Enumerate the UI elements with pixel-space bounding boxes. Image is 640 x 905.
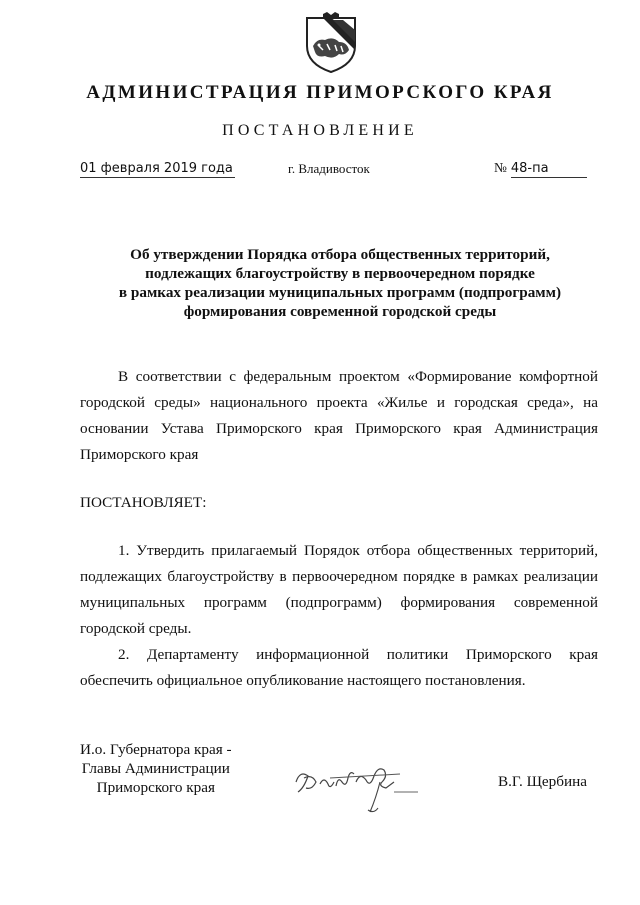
- signatory-position: [80, 740, 232, 797]
- document-title: [80, 245, 600, 321]
- coat-of-arms-icon: [303, 12, 359, 74]
- item-2-text: 2. Департаменту информационной политики Приморского края обеспечить официальное опубликование настоящего постановления.: [80, 646, 598, 689]
- number-prefix: №: [494, 160, 507, 175]
- resolve-heading: ПОСТАНОВЛЯЕТ:: [80, 494, 207, 511]
- preamble-paragraph: [80, 364, 598, 468]
- title-line: формирования современной городской среды: [183, 303, 497, 320]
- item-2-paragraph: [80, 642, 598, 694]
- title-line: подлежащих благоустройству в первоочередном порядке: [145, 265, 535, 282]
- position-line: И.о. Губернатора края -: [80, 741, 232, 758]
- document-date: [80, 160, 235, 176]
- title-line: в рамках реализации муниципальных программ (подпрограмм): [118, 284, 562, 301]
- signatory-name: В.Г. Щербина: [498, 773, 587, 790]
- date-value: 01 февраля 2019 года: [80, 161, 233, 176]
- document-type: ПОСТАНОВЛЕНИЕ: [222, 122, 418, 139]
- item-1-paragraph: [80, 538, 598, 642]
- item-1-text: 1. Утвердить прилагаемый Порядок отбора общественных территорий, подлежащих благоустройству в первоочередном порядке в рамках реализации муниципальных программ (подпрограмм) формирования современной городской среды.: [80, 542, 598, 637]
- document-city: г. Владивосток: [288, 161, 370, 176]
- organization-name: АДМИНИСТРАЦИЯ ПРИМОРСКОГО КРАЯ: [86, 82, 554, 103]
- position-line: Главы Администрации: [81, 760, 230, 777]
- document-number: [494, 160, 587, 178]
- preamble-text: В соответствии с федеральным проектом «Формирование комфортной городской среды» национального проекта «Жилье и городская среда», на основании Устава Приморского края Приморского края Администрация Приморского края: [80, 368, 598, 463]
- title-line: Об утверждении Порядка отбора общественных территорий,: [130, 246, 550, 263]
- handwritten-signature: [290, 752, 430, 822]
- number-value: 48-па: [511, 161, 587, 178]
- position-line: Приморского края: [96, 779, 215, 796]
